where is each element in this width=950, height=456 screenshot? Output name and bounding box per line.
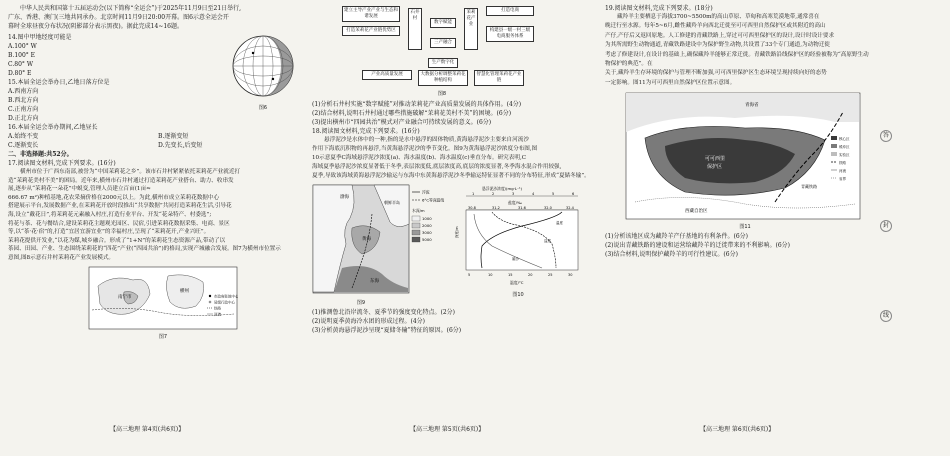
tick-label: 10: [488, 273, 493, 277]
passage-line: 造“茉莉花美村不美”的困局。近年来,横州市石井村通过打造茉莉花产业搭台、助力、收串发: [8, 177, 234, 184]
q16-opt: D.先变长,后变短: [158, 142, 203, 149]
fig8-box: 智慧化管理茉莉花产业链: [474, 70, 524, 86]
figure-6-caption: 图6: [258, 105, 268, 111]
page-5-footer: 【高三地理 第5页(共6页)】: [410, 426, 485, 433]
curve-label: 盐度: [544, 239, 551, 243]
q14-stem: 14.图中甲地经度可能是: [8, 34, 72, 41]
figure-7-caption: 图7: [158, 333, 168, 340]
q19-sub: (1)分析该地区成为藏羚羊产仔基地的有利条件。(6分): [605, 233, 748, 241]
q17-stem: 17.阅读图文材料,完成下列要求。(16分): [8, 160, 116, 167]
tick-label: 25: [548, 273, 553, 277]
fig9-legend: [412, 190, 444, 243]
q16-opt: A.始终不变: [8, 133, 39, 140]
passage-line: 展,逐步从“茉莉花一朵花”中蜕变,管理人员建立百亩(1亩≈: [8, 186, 151, 193]
passage-line: 关于,藏羚羊生存环境的保护与管理不断加强,可可西里保护区生态环境呈现持续向好的态势: [605, 70, 827, 77]
passage-line: 横州市位于广西东南部,被誉为“中国茉莉花之乡”。该市石井村紧紧依托茉莉花产业就近打: [20, 169, 241, 175]
legend-item: 河流: [839, 169, 846, 174]
legend-item: 5000: [422, 237, 432, 242]
fig8-box: 打造茉莉花产业链优势区: [342, 26, 400, 36]
map-label-nanning: 南宁市: [118, 294, 132, 300]
yellow-sea-map: [312, 184, 450, 296]
legend-item: 6°C等深温线: [422, 197, 445, 203]
q18-passage: [312, 136, 597, 181]
legend-item: 河流: [214, 312, 221, 317]
tick-label: 1: [472, 192, 475, 196]
page-4-footer: 【高三地理 第4页(共6页)】: [110, 426, 185, 433]
map-label: 保护区: [707, 164, 723, 171]
fig8-box: 构建县一级一村三级电商服务体系: [486, 26, 534, 42]
figure-10: [452, 184, 592, 308]
legend-item: 3000: [422, 230, 432, 235]
passage-line: 意图,图8示意石井村茉莉花产业发展模式。: [8, 254, 115, 261]
tick-label: 5: [552, 192, 555, 196]
figure-7: [88, 266, 238, 342]
fig8-box: 建立主导产业产业与生态和谐发展: [342, 6, 400, 22]
map-label: 青藏铁路: [801, 184, 817, 190]
passage-line: 晚迁行至水源。每年5~6月,雌性藏羚羊向西北迁徙至可可西里自然保护区或其附近的高山: [605, 23, 826, 30]
map-label-hengzhou: 横州: [180, 288, 189, 294]
vertical-profile-chart: [452, 184, 584, 288]
curve-label: 温度: [556, 221, 563, 225]
fig8-box: 数字赋能: [430, 18, 456, 28]
q17-sub: (2)结合材料,说明石井村通过哪些措施破解“茉莉花美村不美”的困境。(6分): [312, 110, 512, 117]
q15-opt: C.正南方向: [8, 106, 39, 113]
q14-opt: A.100° W: [8, 43, 37, 50]
passage-line: 等,以“茶·花·宿”的,打造“宜居宜游宜业”的幸福村庄,呈现了“茉莉花开,产业兴旺”。: [8, 229, 210, 236]
legend-title: 水深/m: [412, 208, 425, 213]
passage-line: 将花与茶、花与餐结合,建设茉莉花主题观光园区、民宿,引进茉莉花数据采集、电商、景区: [8, 220, 230, 227]
tick-label: 4: [532, 192, 535, 196]
intro-line: 幕时全球昼夜分布状况(阴影部分表示黑夜)。据此完成14~16题。: [8, 23, 183, 30]
tick-label: 31.6: [518, 206, 526, 210]
q17-sub: (3)提出横州市“四园共治”模式对产业融合可持续发展的意义。(6分): [312, 119, 492, 126]
q15-opt: B.西北方向: [8, 97, 39, 104]
q18-sub: (3)分析黄海悬浮泥沙呈现“夏储冬输”特征的原因。(6分): [312, 327, 462, 334]
page-4: [8, 4, 308, 342]
q17-sub: (1)分析石井村实施“数字赋能”对推动茉莉花产业高质量发展的具体作用。(4分): [312, 101, 522, 108]
passage-line: 夏季,导致该海域黄海悬浮泥沙输运与东海中东黄海悬浮泥沙冬季输运特征显著不同的分布特征,形成“夏储冬输”。: [312, 173, 590, 179]
page-6-footer: 【高三地理 第6页(共6页)】: [700, 426, 775, 433]
legend-item: 2000: [422, 223, 432, 228]
legend-item: 缓冲区: [839, 145, 850, 150]
tick-label: 31.2: [492, 206, 500, 210]
legend-item: 核心区: [839, 137, 850, 142]
tick-label: 3: [512, 192, 515, 196]
page-5: [312, 4, 597, 335]
map-label: 渤海: [340, 195, 349, 200]
map-label: 可可西里: [705, 156, 726, 163]
tick-label: 15: [508, 273, 513, 277]
axis-title: 悬浮泥沙浓度/(mg·L⁻¹): [482, 186, 522, 191]
curve-label: 悬沙: [512, 257, 519, 261]
figure-8: [342, 4, 597, 100]
passage-line: 藏羚羊主要栖息于海拔3700~5500m的高山草原、草甸和高寒荒漠地带,通常喜在: [617, 14, 820, 20]
q14-opt: B.100° E: [8, 52, 36, 59]
axis-title: 温度/°C: [510, 280, 524, 285]
legend-item: 实验区: [839, 153, 850, 158]
passage-line: 考虑了修建设计,在设计的基础上,确保藏羚羊能够正常迁徙。青藏铁路沿线保护区的经验被称为“高原野生动物保护的典范”。在: [605, 51, 869, 68]
tick-label: 20: [528, 273, 533, 277]
tick-label: 5: [468, 273, 471, 277]
fig8-box: 生产数字化: [428, 58, 458, 68]
passage-line: 悬浮泥沙是水体中的一种,指的是水中悬浮的固体物质,黄海悬浮泥沙主要来自河流沙: [324, 137, 529, 143]
hoh-xil-map: [625, 92, 861, 220]
q19-sub: (2)说出青藏铁路的建设和运营给藏羚羊的迁徙带来的不利影响。(6分): [605, 242, 790, 250]
q17-passage: [8, 168, 308, 263]
passage-line: 产仔,产仔后又返回原地。人工修建的青藏铁路上,穿过可可西里保护区的设计,设计时设计要求: [605, 32, 835, 39]
q14-opt: D.80° E: [8, 70, 32, 77]
binding-mark: 线: [880, 310, 892, 322]
fig8-box: 大数据分析调整茉莉花种植结构: [418, 70, 468, 86]
q15-opt: D.正北方向: [8, 115, 39, 122]
q15-stem: 15.本届全运会举办日,乙地日落方位是: [8, 79, 110, 86]
tick-label: 30.8: [468, 206, 476, 210]
section-2-heading: 二、非选择题:共52分。: [8, 151, 73, 158]
legend-item: 浮流: [422, 189, 430, 195]
page-6: [605, 4, 873, 259]
map-label: 青海省: [745, 103, 759, 109]
map-label: 黄海: [362, 237, 371, 242]
passage-line: 666.67 m²)种植基地,花农采摘价格在2000元以上。为此,横州市成立茉莉花数据中心: [8, 194, 220, 201]
figure-9: [312, 184, 452, 308]
tick-label: 6: [572, 192, 575, 196]
map-label: 朝鲜半岛: [384, 200, 400, 205]
fig8-box: 茉莉花产业: [464, 8, 478, 50]
map-label: 西藏自治区: [685, 209, 708, 215]
q19-passage: [605, 13, 873, 88]
q15-opt: A.西南方向: [8, 88, 39, 95]
passage-line: 10示意夏季C海域悬浮泥沙浓度(a)、海水温度(b)、海水温度(c)垂直分布。研究表明,C: [312, 155, 527, 161]
axis-title: 盐度/‰: [508, 200, 522, 205]
q16-opt: B.逐渐变短: [158, 133, 189, 140]
fig8-box: 三产融合: [430, 38, 456, 48]
globe-diagram: [228, 31, 298, 101]
legend-item: 铁路: [214, 306, 221, 311]
passage-line: 茉莉花提供开发业,“以花为媒,城乡融合。形成了“1+N”的茉莉花生态资源产品,带动了以: [8, 237, 226, 244]
figure-6: [218, 33, 308, 123]
figure-8-caption: 图8: [437, 91, 447, 97]
legend-item: 铁路: [839, 161, 846, 166]
legend-item: 市政府驻地中心: [214, 294, 238, 299]
intro-line: 中华人民共和国第十五届运动会(以下简称“全运会”)于2025年11月9日至21日举行,: [20, 5, 242, 12]
q19-sub: (3)结合材料,说明保护藏羚羊的可行性建议。(6分): [605, 251, 738, 259]
q18-sub: (2)说明夏季黄海冷水团的形成过程。(4分): [312, 318, 425, 325]
fig8-box: 产业高质量发展: [362, 70, 412, 80]
fig8-box: 打造电商: [486, 6, 534, 16]
hengzhou-map: [88, 266, 238, 330]
intro-text: [8, 4, 308, 31]
q16-options: [8, 132, 308, 150]
map-label: 东海: [370, 279, 379, 284]
figure-9-caption: 图9: [356, 300, 366, 306]
tick-label: 2: [492, 192, 495, 196]
tick-label: 32.4: [566, 206, 574, 210]
figure-10-caption: 图10: [512, 292, 524, 298]
legend-item: 1000: [422, 216, 432, 221]
legend-item: 县级行政中心: [214, 300, 235, 305]
q16-opt: C.逐渐变长: [8, 142, 39, 149]
q18-stem: 18.阅读图文材料,完成下列要求。(16分): [312, 128, 420, 135]
passage-line: 为其所需野生动物通道,青藏铁路建设中为保护野生动物,共设置了33个专门通道,为动物迁徙: [605, 42, 831, 49]
binding-mark: 答: [880, 130, 892, 142]
q19-stem: 19.阅读图文材料,完成下列要求。(18分): [605, 5, 713, 12]
tick-label: 30: [568, 273, 573, 277]
legend-item: 省界: [839, 177, 846, 182]
axis-title: 深度/m: [455, 226, 459, 238]
q18-sub: (1)推测鲁北沿岸流冬、夏季节的强度变化特点。(2分): [312, 309, 455, 316]
passage-line: 茶园、田园、产业、生态围绕茉莉花的“四花”产业(“四园共治”)的格局,实现产城融合发展。图7为横州市位置示: [8, 246, 281, 253]
q14-opt: C.80° W: [8, 61, 33, 68]
q16-stem: 16.本届全运会举办期间,乙地昼长: [8, 124, 98, 131]
figure-11: [625, 92, 865, 232]
passage-line: 一定影响。图11为可可西里自然保护区位置示意图。: [605, 79, 736, 86]
passage-line: 作用下海底沉积物的再悬浮,当黄海悬浮泥沙的季节变化。图9为黄海悬浮泥沙浓度分布图,图: [312, 146, 538, 152]
fig8-box: 石井村: [408, 8, 422, 50]
passage-line: 海域夏季悬浮泥沙浓度显著低于冬季,表层浓度低,底层浓度高,底层的浓度显著,冬季海水混合作用较强,: [312, 164, 562, 170]
figure-11-caption: 图11: [739, 224, 751, 231]
tick-label: 32.0: [544, 206, 552, 210]
binding-mark: 封: [880, 220, 892, 232]
passage-line: 海,设立“戴花日”,将茉莉花元素融入村庄,打造行业平台、开发“花朵特产、村委选”;: [8, 211, 212, 218]
intro-line: 广东、香港、澳门(三地共同承办。北京时间11月9日20:00开幕。图6示意全运会开: [8, 14, 229, 21]
passage-line: 搭建展示平台,发展数据产业,在茉莉花开放时段推出“共享数据”共同打造茉莉花生活,引导花: [8, 203, 232, 210]
